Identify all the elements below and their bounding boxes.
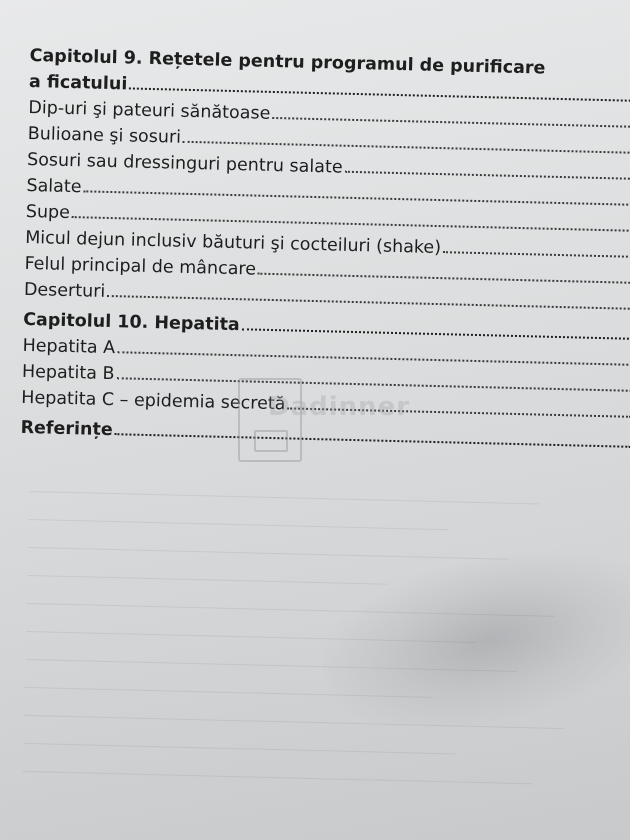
toc-entry-label: Dip-uri şi pateuri sănătoase <box>28 97 271 124</box>
leader-dots <box>344 170 630 180</box>
leader-dots <box>242 327 630 340</box>
toc-entry-label: Felul principal de mâncare <box>24 253 257 280</box>
toc-entry-label: Salate <box>26 175 82 198</box>
toc-entry-label: Hepatita A <box>22 335 116 359</box>
leader-dots <box>83 189 630 206</box>
toc-entry-label: Sosuri sau dressinguri pentru salate <box>26 149 343 178</box>
show-through-text <box>22 470 629 793</box>
leader-dots <box>443 250 630 258</box>
leader-dots <box>116 376 630 392</box>
toc-entry-label: Bulioane şi sosuri <box>27 123 182 148</box>
leader-dots <box>115 432 630 448</box>
toc-entry-label: Supe <box>25 201 71 224</box>
toc-entry-label: Hepatita C – epidemia secretă <box>21 387 286 415</box>
toc-entry-label: Hepatita B <box>21 361 115 385</box>
leader-dots <box>272 116 630 128</box>
chapter-9-title-cont: a ficatului <box>28 71 128 95</box>
watermark-text: Dadinner <box>268 392 411 422</box>
leader-dots <box>129 86 630 101</box>
leader-dots <box>72 215 630 232</box>
toc-entry-label: Deserturi <box>23 279 106 302</box>
chapter-10-title: Capitolul 10. Hepatita <box>22 309 240 336</box>
chapter-9-title: Capitolul 9. Rețetele pentru programul de purificare <box>29 45 546 79</box>
leader-dots <box>107 294 630 310</box>
toc-entry-label: Micul dejun inclusiv băuturi şi cocteiluri (shake) <box>24 227 442 259</box>
references-title: Referințe <box>20 417 113 441</box>
leader-dots <box>117 350 630 366</box>
leader-dots <box>183 140 630 154</box>
leader-dots <box>258 272 630 284</box>
